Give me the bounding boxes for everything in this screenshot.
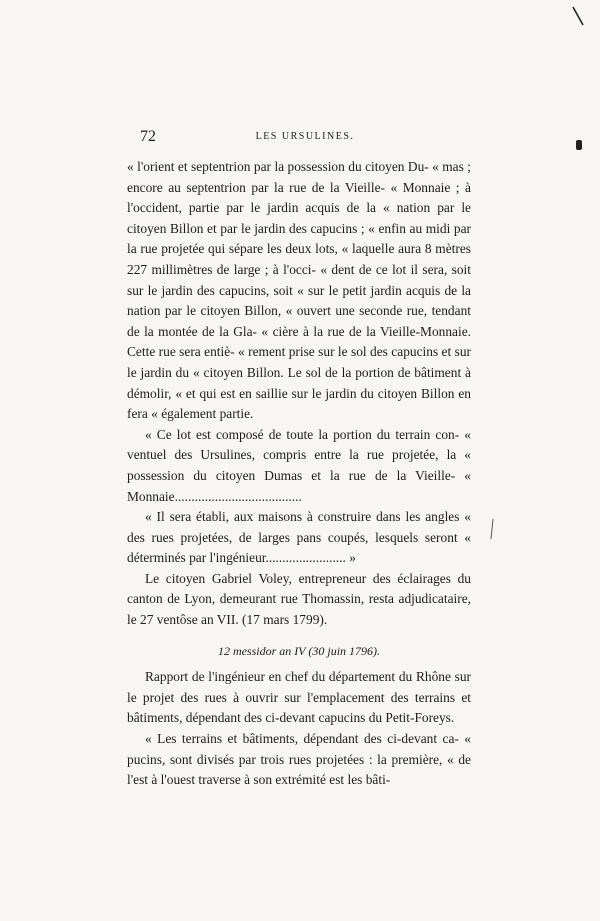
paragraph: « l'orient et septentrion par la possession du citoyen Du- « mas ; encore au septentrion par la rue de la Vieille- « Monnaie ; à l'occident, partie par le jardin acquis de la « nation par le citoyen Billon et par le jardin des capucins ; « enfin au midi par la rue projetée qui sépare les deux lots, « laquelle aura 8 mètres 227 millimètres de large ; à l'occi- « dent de ce lot il sera, soit sur le jardin des capucins, soit « sur le petit jardin acquis de la nation par le citoyen Billon, « ouvert une seconde rue, tendant de la montée de la Gla- « cière à la rue de la Vieille-Monnaie. Cette rue sera entiè- « rement prise sur le sol des capucins et sur le jardin du « citoyen Billon. Le sol de la portion de bâtiment à démolir, « et qui est en saillie sur le jardin du citoyen Billon en fera « également partie. [127,159,471,422]
paragraph: « Les terrains et bâtiments, dépendant des ci-devant ca- « pucins, sont divisés par trois rues projetées : la première, « de l'est à l'ouest traverse à son extrémité est les bâti- [127,731,471,788]
running-title: LES URSULINES. [255,131,355,142]
page-number: 72 [140,128,156,145]
paragraph: Le citoyen Gabriel Voley, entrepreneur des éclairages du canton de Lyon, demeurant rue Thomassin, resta adjudicataire, le 27 ventôse an VII. (17 mars 1799). [127,570,471,628]
page-header [140,128,470,150]
paragraph: « Ce lot est composé de toute la portion du terrain con- « ventuel des Ursulines, compris entre la rue projetée, la « possession du citoyen Dumas et la rue de la Vieille- « Monnaie...................................... [127,426,471,504]
body-text [127,157,471,791]
paragraph: Rapport de l'ingénieur en chef du département du Rhône sur le projet des rues à ouvrir sur l'emplacement des terrains et bâtiments, dépendant des ci-devant capucins du Petit-Foreys. [127,669,471,726]
section-date-heading: 12 messidor an IV (30 juin 1796). [217,643,381,658]
ink-stroke-mark [572,6,584,26]
ink-blot-mark [576,140,582,150]
paragraph: « Il sera établi, aux maisons à construire dans les angles « des rues projetées, de larges pans coupés, lesquels seront « déterminés par l'ingénieur........................ » [127,509,471,566]
pencil-mark [490,518,494,540]
